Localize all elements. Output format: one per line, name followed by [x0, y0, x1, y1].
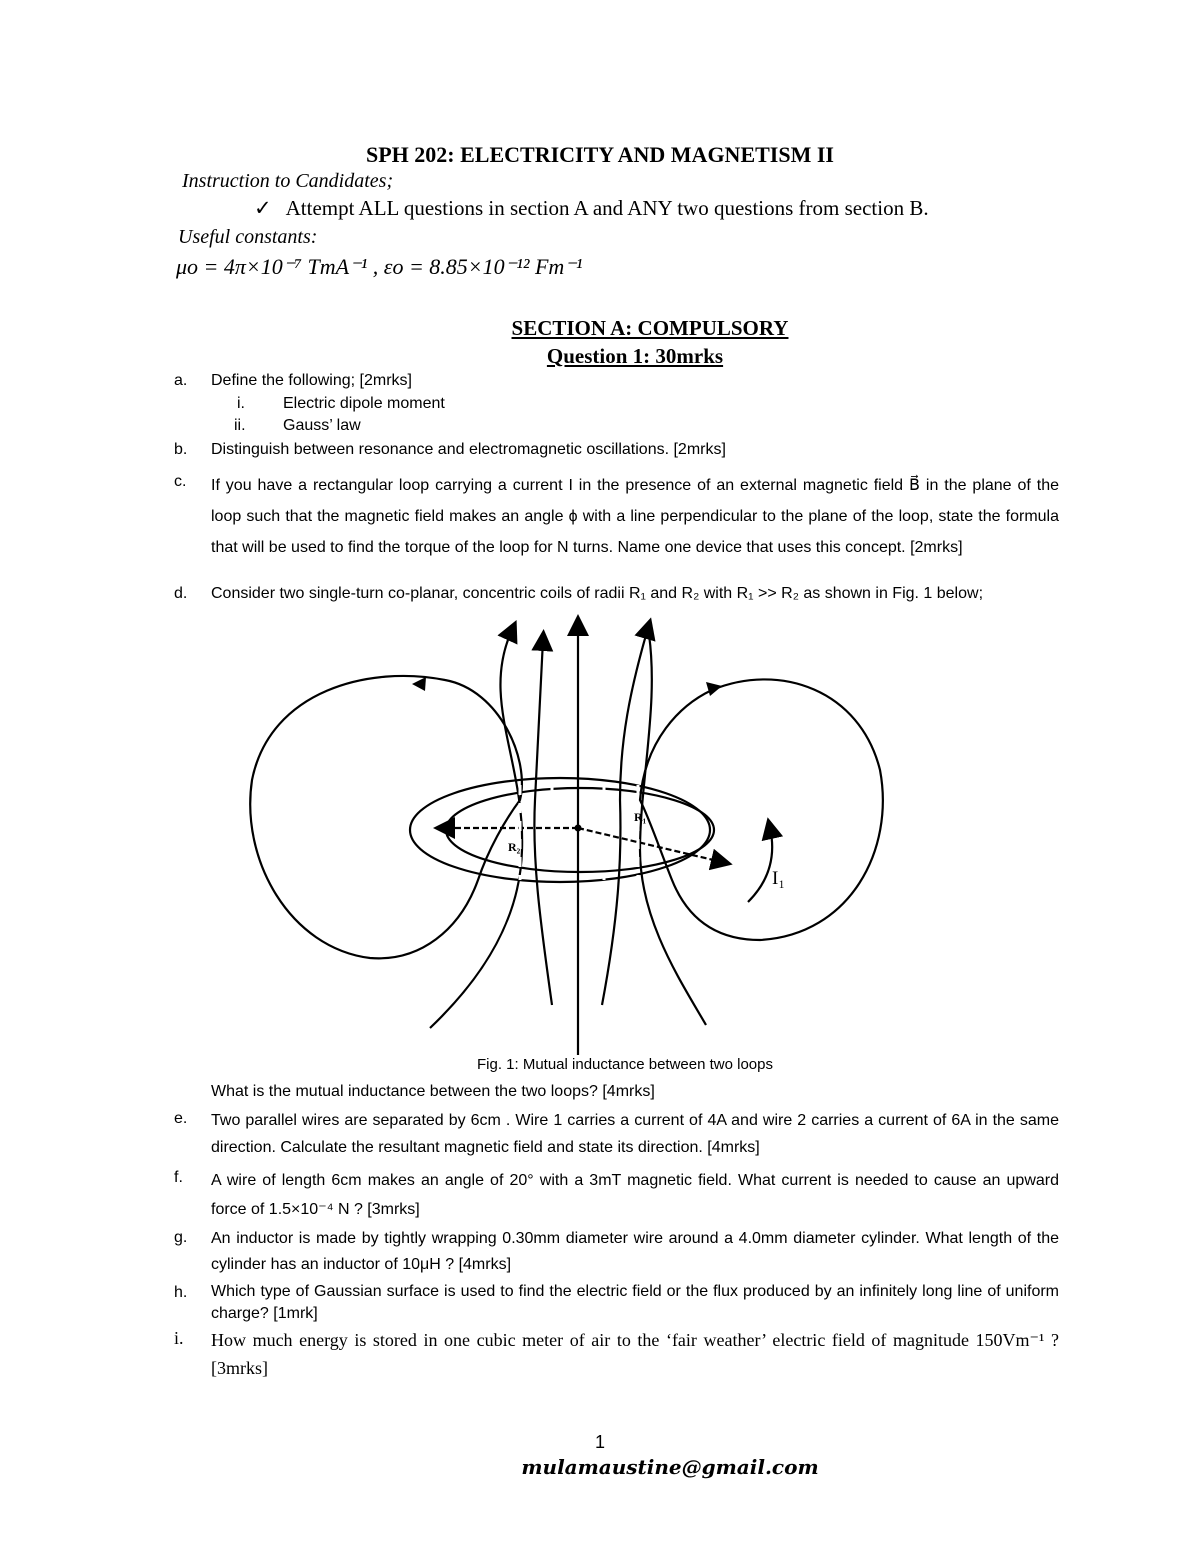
question-label: f. [174, 1169, 183, 1186]
sub-label: ii. [234, 417, 246, 434]
question-text: A wire of length 6cm makes an angle of 20° with a 3mT magnetic field. What current is needed to cause an upward force of 1.5×10⁻⁴ N ? [3mrks] [211, 1172, 1059, 1218]
sub-label: i. [237, 395, 245, 412]
footer-email: mulamaustine@gmail.com [521, 1455, 819, 1479]
page-number: 1 [594, 1432, 605, 1452]
label-i1: I₁ [772, 868, 785, 889]
question-label: i. [174, 1328, 184, 1348]
question-text: Which type of Gaussian surface is used to find the electric field or the flux produced by an infinitely long line of uniform charge? [1mrk] [211, 1283, 1059, 1322]
question-text: Distinguish between resonance and electromagnetic oscillations. [2mrks] [211, 441, 726, 458]
outer-coil-ellipse [410, 778, 710, 882]
current-arrow [748, 828, 772, 902]
constants-heading: Useful constants: [178, 226, 318, 248]
document-title: SPH 202: ELECTRICITY AND MAGNETISM II [366, 142, 834, 167]
question-text: If you have a rectangular loop carrying a current I in the presence of an external magnetic field B⃗ in the plane of the loop such that the magnetic field makes an angle ϕ with a line perpendicular to the plane of the loop, state the formula that will be used to find the torque of the loop for N turns. Name one device that uses this concept. [2mrks] [211, 477, 1059, 556]
right-loop-arrowhead [706, 682, 722, 696]
label-r1: R₁ [634, 810, 647, 824]
label-r2: R₂ [508, 840, 521, 854]
question-label: h. [174, 1284, 188, 1301]
question-text: Two parallel wires are separated by 6cm . Wire 1 carries a current of 4A and wire 2 carries a current of 6A in the same direction. Calculate the resultant magnetic field and state its direction. [4mrks] [211, 1112, 1059, 1156]
question-label: b. [174, 441, 188, 458]
section-a-title: SECTION A: COMPULSORY [511, 316, 789, 340]
instruction-text: Attempt ALL questions in section A and ANY two questions from section B. [285, 196, 929, 220]
sub-text: Gauss’ law [283, 417, 361, 434]
question-text: Consider two single-turn co-planar, concentric coils of radii R₁ and R₂ with R₁ >> R₂ as shown in Fig. 1 below; [211, 585, 984, 602]
question-text: Define the following; [2mrks] [211, 372, 412, 389]
checkmark-icon: ✓ [254, 196, 272, 220]
left-field-line-inner [534, 640, 552, 1005]
center-dot [575, 825, 582, 832]
question-label: d. [174, 585, 188, 602]
instruction-heading: Instruction to Candidates; [182, 170, 394, 192]
right-field-loop [640, 679, 883, 940]
question-label: a. [174, 372, 188, 389]
question-text: An inductor is made by tightly wrapping 0.30mm diameter wire around a 4.0mm diameter cylinder. What length of the cylinder has an inductor of 10μH ? [4mrks] [211, 1230, 1059, 1273]
question-1-title: Question 1: 30mrks [546, 344, 724, 368]
question-label: g. [174, 1229, 188, 1246]
question-text: What is the mutual inductance between the two loops? [4mrks] [211, 1083, 655, 1100]
figure-caption: Fig. 1: Mutual inductance between two loops [476, 1056, 773, 1073]
left-field-loop [250, 676, 522, 958]
question-text: How much energy is stored in one cubic meter of air to the ‘fair weather’ electric field of magnitude 150Vm⁻¹ ? [3mrks] [211, 1330, 1059, 1378]
question-label: c. [174, 473, 187, 490]
sub-text: Electric dipole moment [283, 395, 445, 412]
right-field-line-outer [640, 628, 706, 1025]
left-loop-arrowhead [412, 677, 426, 691]
constants-values: μo = 4π×10⁻⁷ TmA⁻¹ , εo = 8.85×10⁻¹² Fm⁻¹ [176, 254, 583, 279]
radius-r1-arrow [578, 828, 722, 862]
question-label: e. [174, 1110, 188, 1127]
